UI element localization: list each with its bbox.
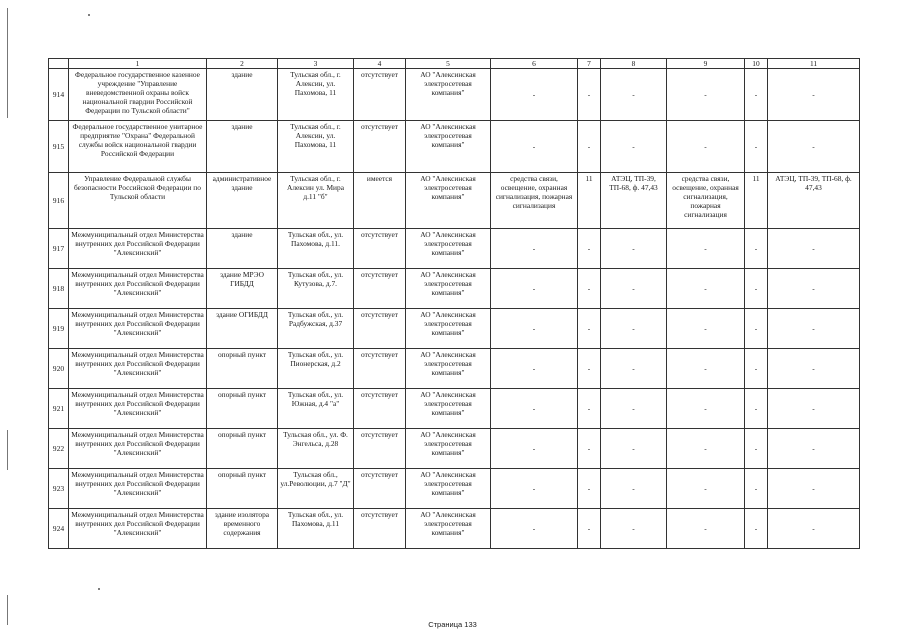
header-row [49, 59, 860, 69]
object-type-cell: здание изолятора временного содержания [207, 509, 278, 549]
object-type-cell: здание [207, 229, 278, 269]
reserve-source-cell: - [768, 269, 860, 309]
reserve-source-cell: - [768, 429, 860, 469]
reserve-category-cell: 11 [745, 173, 768, 229]
availability-cell: отсутствует [354, 269, 406, 309]
organization-cell: Федеральное государственное унитарное предприятие "Охрана" Федеральной службы войск национальной гвардии Российской Федерации [69, 121, 207, 173]
reserve-consumers-cell: - [667, 429, 745, 469]
row-number: 921 [49, 389, 69, 429]
consumers-cell: - [491, 469, 578, 509]
scan-speck [88, 14, 90, 16]
consumers-cell: - [491, 389, 578, 429]
table-row [49, 269, 860, 309]
availability-cell: отсутствует [354, 389, 406, 429]
object-type-cell: здание [207, 121, 278, 173]
table-row [49, 509, 860, 549]
source-cell: - [601, 389, 667, 429]
supplier-cell: АО "Алексинская электросетевая компания" [406, 229, 491, 269]
row-number: 924 [49, 509, 69, 549]
column-header: 10 [745, 59, 768, 69]
consumers-cell: - [491, 309, 578, 349]
availability-cell: отсутствует [354, 69, 406, 121]
reserve-source-cell: - [768, 69, 860, 121]
register-table [48, 58, 860, 549]
table-row [49, 229, 860, 269]
consumers-cell: средства связи, освещение, охранная сигнализация, пожарная сигнализация [491, 173, 578, 229]
consumers-cell: - [491, 509, 578, 549]
organization-cell: Межмуниципальный отдел Министерства внутренних дел Российской Федерации "Алексинский" [69, 389, 207, 429]
source-cell: - [601, 349, 667, 389]
reserve-consumers-cell: - [667, 229, 745, 269]
row-number: 915 [49, 121, 69, 173]
availability-cell: отсутствует [354, 469, 406, 509]
category-cell: - [578, 349, 601, 389]
source-cell: - [601, 269, 667, 309]
object-type-cell: опорный пункт [207, 469, 278, 509]
consumers-cell: - [491, 121, 578, 173]
organization-cell: Федеральное государственное казенное учреждение "Управление вневедомственной охраны войск национальной гвардии Российской Федерации по Тульской области" [69, 69, 207, 121]
object-type-cell: здание ОГИБДД [207, 309, 278, 349]
reserve-consumers-cell: - [667, 469, 745, 509]
source-cell: - [601, 509, 667, 549]
row-number: 914 [49, 69, 69, 121]
category-cell: 11 [578, 173, 601, 229]
category-cell: - [578, 269, 601, 309]
object-type-cell: опорный пункт [207, 429, 278, 469]
availability-cell: отсутствует [354, 309, 406, 349]
organization-cell: Межмуниципальный отдел Министерства внутренних дел Российской Федерации "Алексинский" [69, 269, 207, 309]
reserve-category-cell: - [745, 269, 768, 309]
reserve-category-cell: - [745, 469, 768, 509]
scan-edge-line [7, 8, 8, 118]
supplier-cell: АО "Алексинская электросетевая компания" [406, 389, 491, 429]
reserve-source-cell: - [768, 349, 860, 389]
consumers-cell: - [491, 69, 578, 121]
source-cell: - [601, 469, 667, 509]
availability-cell: отсутствует [354, 229, 406, 269]
reserve-source-cell: АТЭЦ, ТП-39, ТП-68, ф. 47,43 [768, 173, 860, 229]
scan-speck [98, 588, 100, 590]
category-cell: - [578, 389, 601, 429]
column-header: 5 [406, 59, 491, 69]
reserve-consumers-cell: - [667, 69, 745, 121]
row-number: 923 [49, 469, 69, 509]
organization-cell: Управление Федеральной службы безопасности Российской Федерации по Тульской области [69, 173, 207, 229]
column-header: 4 [354, 59, 406, 69]
row-number: 917 [49, 229, 69, 269]
reserve-category-cell: - [745, 229, 768, 269]
row-number: 922 [49, 429, 69, 469]
reserve-category-cell: - [745, 121, 768, 173]
table-row [49, 309, 860, 349]
reserve-consumers-cell: - [667, 309, 745, 349]
supplier-cell: АО "Алексинская электросетевая компания" [406, 173, 491, 229]
reserve-source-cell: - [768, 389, 860, 429]
source-cell: - [601, 69, 667, 121]
consumers-cell: - [491, 269, 578, 309]
column-header: 3 [278, 59, 354, 69]
supplier-cell: АО "Алексинская электросетевая компания" [406, 429, 491, 469]
table-row [49, 429, 860, 469]
supplier-cell: АО "Алексинская электросетевая компания" [406, 69, 491, 121]
organization-cell: Межмуниципальный отдел Министерства внутренних дел Российской Федерации "Алексинский" [69, 469, 207, 509]
address-cell: Тульская обл., ул.Революции, д.7 "Д" [278, 469, 354, 509]
organization-cell: Межмуниципальный отдел Министерства внутренних дел Российской Федерации "Алексинский" [69, 509, 207, 549]
reserve-source-cell: - [768, 229, 860, 269]
reserve-source-cell: - [768, 309, 860, 349]
reserve-source-cell: - [768, 469, 860, 509]
column-header: 6 [491, 59, 578, 69]
organization-cell: Межмуниципальный отдел Министерства внутренних дел Российской Федерации "Алексинский" [69, 349, 207, 389]
availability-cell: отсутствует [354, 429, 406, 469]
address-cell: Тульская обл., ул. Кутузова, д.7. [278, 269, 354, 309]
organization-cell: Межмуниципальный отдел Министерства внутренних дел Российской Федерации "Алексинский" [69, 309, 207, 349]
address-cell: Тульская обл., ул. Пахомова, д.11 [278, 509, 354, 549]
scan-edge-line [7, 430, 8, 470]
column-header: 2 [207, 59, 278, 69]
supplier-cell: АО "Алексинская электросетевая компания" [406, 121, 491, 173]
source-cell: - [601, 229, 667, 269]
object-type-cell: опорный пункт [207, 349, 278, 389]
register-table-body [49, 59, 860, 549]
category-cell: - [578, 469, 601, 509]
address-cell: Тульская обл., ул. Южная, д.4 "а" [278, 389, 354, 429]
table-row [49, 349, 860, 389]
supplier-cell: АО "Алексинская электросетевая компания" [406, 309, 491, 349]
address-cell: Тульская обл., ул. Радбужская, д.37 [278, 309, 354, 349]
table-row [49, 389, 860, 429]
object-type-cell: здание [207, 69, 278, 121]
table-row [49, 173, 860, 229]
category-cell: - [578, 309, 601, 349]
reserve-consumers-cell: - [667, 121, 745, 173]
column-header: 11 [768, 59, 860, 69]
column-header: 1 [69, 59, 207, 69]
reserve-source-cell: - [768, 121, 860, 173]
category-cell: - [578, 121, 601, 173]
availability-cell: отсутствует [354, 509, 406, 549]
availability-cell: имеется [354, 173, 406, 229]
address-cell: Тульская обл., ул. Ф. Энгельса, д.28 [278, 429, 354, 469]
reserve-consumers-cell: - [667, 389, 745, 429]
organization-cell: Межмуниципальный отдел Министерства внутренних дел Российской Федерации "Алексинский" [69, 429, 207, 469]
row-number: 920 [49, 349, 69, 389]
availability-cell: отсутствует [354, 349, 406, 389]
address-cell: Тульская обл., г. Алексин, ул. Пахомова, 11 [278, 69, 354, 121]
category-cell: - [578, 69, 601, 121]
organization-cell: Межмуниципальный отдел Министерства внутренних дел Российской Федерации "Алексинский" [69, 229, 207, 269]
source-cell: - [601, 429, 667, 469]
consumers-cell: - [491, 349, 578, 389]
object-type-cell: здание МРЭО ГИБДД [207, 269, 278, 309]
column-header: 7 [578, 59, 601, 69]
source-cell: - [601, 309, 667, 349]
source-cell: - [601, 121, 667, 173]
reserve-category-cell: - [745, 509, 768, 549]
supplier-cell: АО "Алексинская электросетевая компания" [406, 269, 491, 309]
reserve-consumers-cell: средства связи, освещение, охранная сигнализация, пожарная сигнализация [667, 173, 745, 229]
reserve-consumers-cell: - [667, 349, 745, 389]
supplier-cell: АО "Алексинская электросетевая компания" [406, 469, 491, 509]
consumers-cell: - [491, 229, 578, 269]
availability-cell: отсутствует [354, 121, 406, 173]
column-header: 9 [667, 59, 745, 69]
page-number: Страница 133 [428, 620, 477, 629]
reserve-category-cell: - [745, 429, 768, 469]
category-cell: - [578, 509, 601, 549]
reserve-category-cell: - [745, 349, 768, 389]
address-cell: Тульская обл., г. Алексин ул. Мира д.11 "б" [278, 173, 354, 229]
row-number: 918 [49, 269, 69, 309]
column-header [49, 59, 69, 69]
object-type-cell: опорный пункт [207, 389, 278, 429]
reserve-category-cell: - [745, 69, 768, 121]
row-number: 916 [49, 173, 69, 229]
reserve-consumers-cell: - [667, 509, 745, 549]
supplier-cell: АО "Алексинская электросетевая компания" [406, 509, 491, 549]
address-cell: Тульская обл., ул. Пионерская, д.2 [278, 349, 354, 389]
source-cell: АТЭЦ, ТП-39, ТП-68, ф. 47,43 [601, 173, 667, 229]
table-row [49, 69, 860, 121]
address-cell: Тульская обл., ул. Пахомова, д.11. [278, 229, 354, 269]
supplier-cell: АО "Алексинская электросетевая компания" [406, 349, 491, 389]
object-type-cell: административное здание [207, 173, 278, 229]
column-header: 8 [601, 59, 667, 69]
reserve-category-cell: - [745, 389, 768, 429]
reserve-category-cell: - [745, 309, 768, 349]
reserve-source-cell: - [768, 509, 860, 549]
table-row [49, 121, 860, 173]
category-cell: - [578, 229, 601, 269]
consumers-cell: - [491, 429, 578, 469]
address-cell: Тульская обл., г. Алексин, ул. Пахомова, 11 [278, 121, 354, 173]
row-number: 919 [49, 309, 69, 349]
category-cell: - [578, 429, 601, 469]
table-row [49, 469, 860, 509]
reserve-consumers-cell: - [667, 269, 745, 309]
